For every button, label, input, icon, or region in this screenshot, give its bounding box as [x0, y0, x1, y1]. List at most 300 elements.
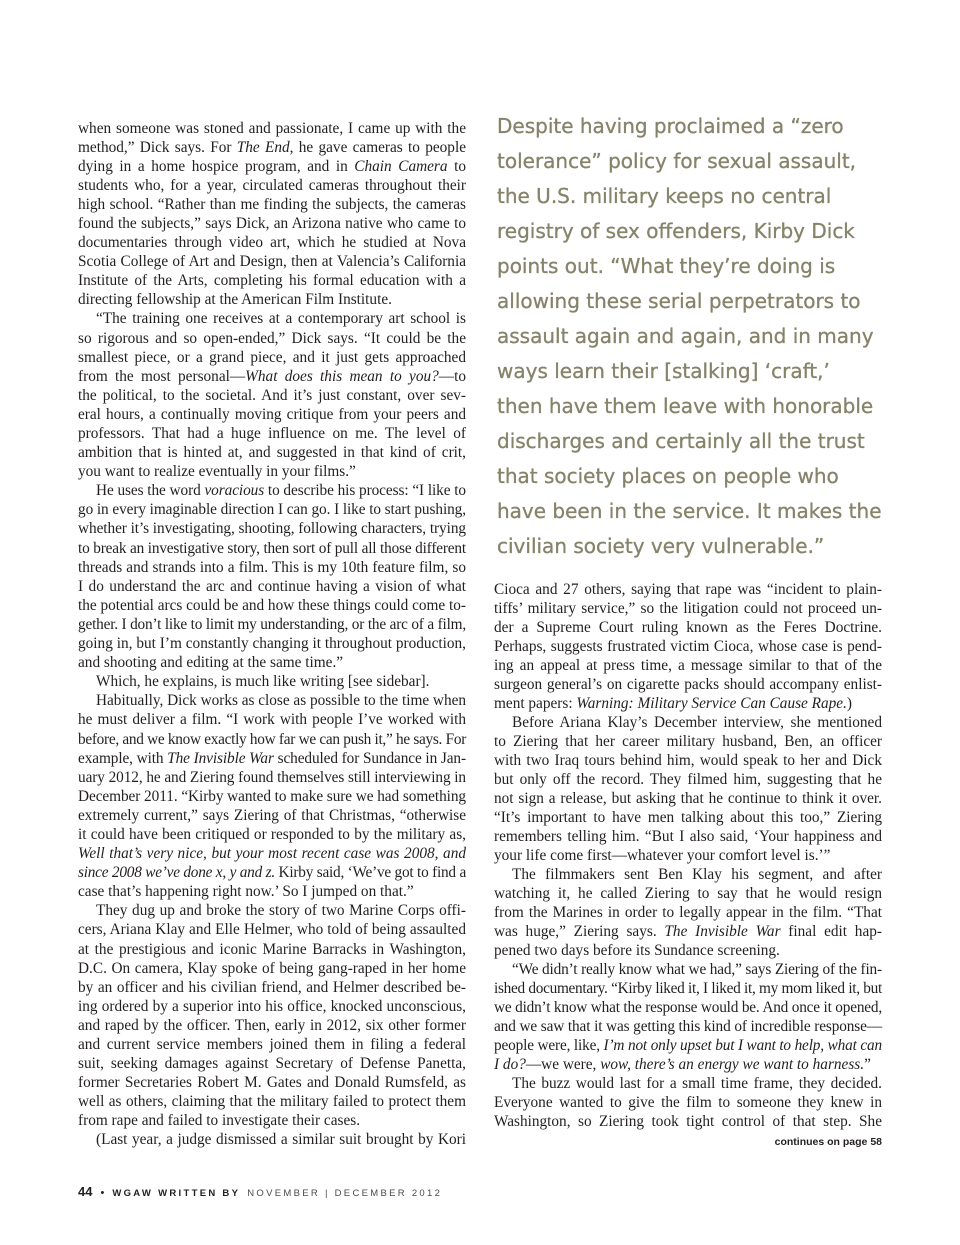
line-text [494, 1036, 882, 1055]
text-run: der a Supreme Court ruling known as the Feres Doctrine. [494, 618, 882, 636]
body-line [78, 691, 466, 710]
line-text [78, 863, 466, 882]
line-text [78, 195, 466, 214]
text-run: former Secretaries Robert M. Gates and Donald Rumsfeld, as [78, 1074, 466, 1092]
text-run: students who, for a year, circulated cameras throughout their [78, 176, 466, 194]
line-text [78, 138, 466, 157]
body-line [78, 290, 466, 309]
text-run: gether. I don’t like to limit my understanding, or the arc of a film, [78, 615, 466, 633]
body-line [78, 901, 466, 920]
text-run: ing ordered by a superior into his office, knocked unconscious, [78, 997, 466, 1015]
text-run: Which, he explains, is much like writing [see sidebar]. [96, 673, 430, 691]
body-line [78, 195, 466, 214]
italic-run: Warning: Military Service Can Cause Rape. [576, 694, 847, 712]
line-text [78, 424, 466, 443]
text-run: D.C. On camera, Klay spoke of being gang-raped in her home [78, 959, 466, 977]
text-run: I do understand the arc and continue having a vision of what [78, 577, 466, 595]
pull-quote-line: ways learn their [stalking] ‘craft,’ [497, 358, 830, 383]
body-line [78, 329, 466, 348]
body-line [494, 998, 882, 1017]
body-line [78, 730, 466, 749]
text-run: —we were, [525, 1055, 601, 1073]
body-line [494, 713, 882, 732]
italic-run: I’m not only upset but I want to help, what can [603, 1036, 882, 1054]
body-line [78, 157, 466, 176]
line-text [78, 997, 466, 1016]
line-text [78, 920, 466, 939]
text-run: and shooting and editing at the same time.” [78, 654, 344, 672]
body-line [494, 1036, 882, 1055]
line-text [78, 462, 356, 481]
line-text [78, 940, 466, 959]
text-run: method,” Dick says. For [78, 138, 237, 156]
line-text [78, 1092, 466, 1111]
text-run: Everyone wanted to give the film to someone they knew in [494, 1093, 882, 1111]
line-text [78, 710, 466, 729]
line-text [78, 577, 466, 596]
body-line [78, 615, 466, 634]
italic-run: The Invisible War [664, 922, 781, 940]
line-text [78, 405, 466, 424]
line-text [512, 960, 882, 979]
text-run: suit, seeking damages against Secretary of Defense Panetta, [78, 1055, 466, 1073]
line-text [494, 770, 882, 789]
text-run: at the prestigious and iconic Marine Barracks in Washington, [78, 940, 466, 958]
text-run: you want to realize eventually in your films.” [78, 463, 356, 481]
line-text [78, 978, 466, 997]
text-run: Kirby said, ‘We’ve got to find a [274, 864, 467, 882]
body-line [494, 580, 882, 599]
line-text [494, 618, 882, 637]
italic-run: wow, there’s an energy we want to harness. [600, 1055, 865, 1073]
pull-quote-line: registry of sex offenders, Kirby Dick [497, 218, 855, 243]
body-line [78, 863, 466, 882]
text-run: and current service members joined them in filing a federal [78, 1036, 466, 1053]
body-line [494, 751, 882, 770]
line-text [494, 941, 780, 960]
body-line [494, 808, 882, 827]
line-text [78, 157, 466, 176]
text-run: “It’s important to have men talking about this too,” Ziering [494, 808, 882, 826]
line-text [78, 329, 466, 348]
paragraph [494, 1074, 882, 1131]
line-text [96, 672, 429, 691]
line-text [78, 653, 343, 672]
text-run: December 2011. “Kirby wanted to make sure we had something [78, 787, 466, 805]
body-line [78, 271, 466, 290]
text-run: remembers telling him. “But I also said, ‘Your happiness and [494, 827, 882, 845]
body-line [78, 424, 466, 443]
text-run: eral hours, a continually moving critique from your peers and [78, 405, 466, 423]
pull-quote-line: have been in the service. It makes the [497, 498, 882, 523]
line-text [78, 634, 466, 653]
text-run: dying in a home hospice program, and in [78, 157, 355, 175]
body-line [78, 500, 466, 519]
body-line [78, 787, 466, 806]
body-line [78, 1111, 466, 1130]
body-line [78, 539, 466, 558]
body-line [78, 214, 466, 233]
text-run: uary 2012, he and Ziering found themselves still interviewing in [78, 768, 466, 786]
text-run: final edit hap- [780, 922, 882, 940]
text-run: scheduled for Sundance in Jan- [273, 749, 466, 767]
line-text [78, 290, 392, 309]
text-run: but only off the record. They filmed him, suggesting that he [494, 770, 882, 788]
pull-quote-line: tolerance” policy for sexual assault, [497, 148, 857, 173]
line-text [494, 1017, 882, 1036]
publication-name: WGAW WRITTEN BY [112, 1188, 241, 1199]
body-line [78, 309, 466, 328]
body-line [494, 637, 882, 656]
page-footer [78, 1184, 442, 1202]
paragraph [78, 481, 466, 672]
continuation-note: continues on page 58 [774, 1136, 882, 1148]
line-text [78, 787, 466, 806]
body-line [78, 138, 466, 157]
body-line [78, 405, 466, 424]
text-run: go in every imaginable direction I can go. I like to start pushing, [78, 501, 466, 519]
paragraph [78, 1130, 466, 1149]
body-line [78, 596, 466, 615]
body-line [78, 749, 466, 768]
line-text [96, 901, 466, 920]
pull-quote-line: points out. “What they’re doing is [497, 253, 836, 278]
text-run: He uses the word [96, 482, 205, 500]
line-text [78, 1016, 466, 1035]
line-text [494, 922, 882, 941]
text-run: to describe his process: “I like to [264, 482, 466, 500]
italic-run: voracious [204, 482, 265, 500]
text-run: ” [864, 1055, 871, 1073]
line-text [494, 998, 882, 1017]
text-run: to Ziering that her career military husband, Ben, an officer [494, 732, 882, 750]
paragraph [78, 901, 466, 1130]
line-text [78, 214, 466, 233]
italic-run: Chain Camera [354, 157, 448, 175]
text-run: directing fellowship at the American Film Institute. [78, 291, 392, 309]
body-line [78, 634, 466, 653]
body-line [78, 978, 466, 997]
line-text [78, 271, 466, 290]
body-line [78, 1016, 466, 1035]
line-text [494, 808, 882, 827]
line-text [512, 1074, 882, 1093]
text-run: with two Iraq tours behind him, would speak to her and Dick [494, 751, 882, 769]
body-line [494, 1055, 882, 1074]
text-run: from the Marines in order to legally appear in the film. “That [494, 903, 882, 921]
pull-quote-line: that society places on people who [497, 463, 839, 488]
body-line [78, 920, 466, 939]
body-line [78, 443, 466, 462]
body-line [494, 941, 882, 960]
text-run: people were, like, [494, 1036, 604, 1054]
line-text [78, 519, 466, 538]
text-run: smallest piece, or a grand piece, and it just gets approached [78, 348, 466, 366]
body-line [78, 710, 466, 729]
paragraph [494, 960, 882, 1074]
body-line [494, 1074, 882, 1093]
pull-quote-line: discharges and certainly all the trust [497, 428, 865, 453]
text-run: “We didn’t really know what we had,” says Ziering of the fin- [512, 960, 882, 978]
body-line [494, 732, 882, 751]
text-run: Institute of the Arts, completing his formal education with a [78, 272, 466, 290]
line-text [494, 1112, 882, 1131]
italic-run: The Invisible War [167, 749, 274, 767]
line-text [494, 903, 882, 922]
body-line [494, 827, 882, 846]
text-run: Before Ariana Klay’s December interview, she mentioned [512, 713, 882, 731]
line-text [78, 443, 466, 462]
body-line [78, 367, 466, 386]
text-run: (Last year, a judge dismissed a similar suit brought by Kori [96, 1131, 466, 1149]
line-text [78, 730, 466, 749]
body-line [494, 865, 882, 884]
text-run: well as others, claiming that the military failed to protect them [78, 1093, 466, 1111]
italic-run: What does this mean to you? [245, 367, 439, 385]
text-run: They dug up and broke the story of two Marine Corps offi- [96, 902, 466, 920]
text-run: watching it, he called Ziering to say that he would resign [494, 884, 882, 902]
text-run: ambition that is hinted at, and suggested in that kind of crit, [78, 444, 466, 462]
body-line [494, 770, 882, 789]
body-line [78, 1073, 466, 1092]
body-line [78, 806, 466, 825]
body-line [78, 481, 466, 500]
text-run: Washington, so Ziering took tight control of that step. She [494, 1112, 882, 1130]
body-line [78, 1130, 466, 1149]
text-run: Habitually, Dick works as close as possible to the time when [96, 692, 466, 710]
text-run: was huge,” Ziering says. [494, 922, 665, 940]
text-run: The filmmakers sent Ben Klay his segment, and after [512, 865, 882, 883]
line-text [78, 539, 466, 558]
text-run: not sign a release, but asking that he continue to think it over. [494, 789, 882, 807]
body-line [78, 997, 466, 1016]
paragraph [78, 309, 466, 481]
body-line [78, 386, 466, 405]
pull-quote-line: the U.S. military keeps no central [497, 183, 832, 208]
body-line [494, 903, 882, 922]
line-text [494, 732, 882, 751]
text-run: when someone was stoned and passionate, I came up with the [78, 119, 466, 137]
body-line [78, 252, 466, 271]
line-text [494, 979, 882, 998]
body-line [494, 618, 882, 637]
text-run: ) [846, 694, 853, 712]
issue-date: NOVEMBER | DECEMBER 2012 [247, 1188, 443, 1199]
line-text [494, 580, 882, 599]
text-run: , he gave cameras to people [289, 138, 466, 156]
text-run: —to [438, 367, 466, 385]
body-line [78, 825, 466, 844]
line-text [78, 348, 466, 367]
line-text [78, 596, 466, 615]
paragraph [78, 119, 466, 310]
text-run: so rigorous and so open-ended,” Dick says. “It could be the [78, 329, 466, 347]
text-run: to [447, 157, 466, 175]
text-run: the potential arcs could be and how these things could come to- [78, 596, 466, 614]
line-text [78, 959, 466, 978]
pull-quote-line: Despite having proclaimed a “zero [497, 113, 844, 138]
body-line [494, 694, 882, 713]
body-line [494, 1017, 882, 1036]
text-run: cers, Ariana Klay and Elle Helmer, who told of being assaulted [78, 921, 466, 939]
italic-run: Well that’s very nice, but your most recent case was 2008, and [78, 845, 466, 863]
line-text [78, 252, 466, 271]
text-run: whether it’s investigating, shooting, following characters, trying [78, 520, 466, 538]
line-text [494, 1093, 882, 1112]
text-run: ing an appeal at press time, a message similar to that of the [494, 656, 882, 674]
italic-run: since 2008 we’ve done x, y and z. [78, 864, 275, 882]
text-run: “The training one receives at a contemporary art school is [96, 310, 466, 328]
line-text [494, 827, 882, 846]
line-text [494, 846, 830, 865]
text-run: your life come first—whatever your comfort level is.’” [494, 846, 831, 864]
line-text [494, 599, 882, 618]
text-run: documentaries through video art, which he studied at Nova [78, 234, 466, 252]
line-text [96, 309, 466, 328]
body-line [78, 940, 466, 959]
text-run: we didn’t know what the response would be. And once it opened, [494, 998, 882, 1016]
body-line [78, 233, 466, 252]
body-line [494, 884, 882, 903]
paragraph [78, 672, 466, 691]
right-column [494, 580, 882, 1131]
text-run: Scotia College of Art and Design, then at Valencia’s California [78, 253, 466, 271]
pull-quote-line: then have them leave with honorable [497, 393, 874, 418]
line-text [512, 865, 882, 884]
body-line [494, 922, 882, 941]
paragraph [78, 691, 466, 901]
pull-quote-line: assault again and again, and in many [497, 323, 874, 348]
line-text [96, 481, 466, 500]
body-line [78, 1035, 466, 1054]
body-line [78, 558, 466, 577]
line-text [494, 656, 882, 675]
text-run: surgeon general’s on cigarette packs should accompany enlist- [494, 675, 882, 693]
line-text [494, 675, 882, 694]
text-run: Cioca and 27 others, saying that rape was “incident to plain- [494, 580, 882, 598]
body-line [78, 959, 466, 978]
line-text [78, 768, 466, 787]
body-line [494, 1112, 882, 1131]
paragraph [494, 713, 882, 865]
body-line [78, 462, 466, 481]
line-text [78, 1111, 360, 1130]
text-run: the political, to the societal. And it’s just constant, over sev- [78, 386, 466, 404]
line-text [78, 1054, 466, 1073]
line-text [494, 789, 882, 808]
text-run: to break an investigative story, then sort of pull all those different [78, 539, 466, 557]
pull-quote-line: allowing these serial perpetrators to [497, 288, 861, 313]
text-run: and raped by the officer. Then, early in 2012, six other former [78, 1016, 466, 1034]
body-line [78, 672, 466, 691]
line-text [78, 558, 466, 577]
line-text [78, 615, 466, 634]
text-run: high school. “Rather than me finding the subjects, the cameras [78, 195, 466, 213]
body-line [78, 519, 466, 538]
text-run: example, with [78, 749, 168, 767]
text-run: case that’s happening right now.’ So I jumped on that.” [78, 883, 414, 901]
line-text [96, 1130, 466, 1149]
body-line [494, 789, 882, 808]
line-text [78, 1073, 466, 1092]
line-text [494, 751, 882, 770]
line-text [512, 713, 882, 732]
text-run: by an officer and his civilian friend, and Helmer described be- [78, 978, 466, 996]
line-text [494, 637, 882, 656]
line-text [78, 367, 466, 386]
line-text [78, 1035, 466, 1054]
italic-run: The End [236, 138, 290, 156]
text-run: from the most personal— [78, 367, 246, 385]
text-run: from rape and failed to investigate their cases. [78, 1112, 361, 1130]
text-run: ment papers: [494, 694, 577, 712]
text-run: Perhaps, suggests frustrated victim Cioca, whose case is pend- [494, 637, 882, 655]
left-column [78, 119, 466, 1150]
line-text [494, 1055, 871, 1074]
line-text [78, 500, 466, 519]
line-text [494, 694, 852, 713]
paragraph [494, 580, 882, 713]
text-run: extremely current,” says Ziering of that Christmas, “otherwise [78, 806, 466, 824]
text-run: before, and we know exactly how far we can push it,” he says. For [78, 730, 466, 748]
body-line [78, 176, 466, 195]
footer-separator: • [100, 1187, 105, 1199]
paragraph [494, 865, 882, 960]
line-text [78, 806, 466, 825]
body-line [78, 1054, 466, 1073]
text-run: he must deliver a film. “I work with people I’ve worked with [78, 711, 466, 729]
line-text [78, 825, 466, 844]
text-run: tiffs’ military service,” so the litigation could not proceed un- [494, 599, 882, 617]
pull-quote-line: civilian society very vulnerable.” [497, 533, 825, 558]
text-run: professors. That had a huge influence on me. The level of [78, 425, 466, 442]
body-line [78, 577, 466, 596]
body-line [78, 119, 466, 138]
text-run: and we saw that it was getting this kind of incredible response— [494, 1017, 882, 1035]
line-text [78, 119, 466, 138]
line-text [78, 749, 466, 768]
text-run: it could have been critiqued or responded to by the military as, [78, 825, 466, 843]
text-run: found the subjects,” says Dick, an Arizona native who came to [78, 214, 466, 232]
pull-quote [497, 109, 897, 564]
body-line [78, 653, 466, 672]
text-run: The buzz would last for a small time frame, they decided. [512, 1074, 882, 1092]
text-run: ished documentary. “Kirby liked it, I liked it, my mom liked it, but [494, 979, 882, 997]
text-run: going in, but I’m constantly changing it throughout production, [78, 635, 466, 653]
italic-run: I do? [494, 1055, 526, 1073]
body-line [78, 1092, 466, 1111]
body-line [494, 846, 882, 865]
line-text [78, 233, 466, 252]
body-line [78, 768, 466, 787]
body-line [494, 979, 882, 998]
text-run: threads and strands into a film. This is my 10th feature film, so [78, 558, 466, 576]
body-line [494, 1093, 882, 1112]
body-line [494, 656, 882, 675]
body-line [494, 675, 882, 694]
line-text [78, 844, 466, 863]
body-line [78, 844, 466, 863]
line-text [494, 884, 882, 903]
body-line [78, 882, 466, 901]
body-line [494, 599, 882, 618]
body-line [78, 348, 466, 367]
line-text [78, 882, 414, 901]
page-number: 44 [78, 1184, 93, 1199]
line-text [78, 386, 466, 405]
text-run: pened two days before its Sundance screening. [494, 941, 780, 959]
line-text [96, 691, 466, 710]
